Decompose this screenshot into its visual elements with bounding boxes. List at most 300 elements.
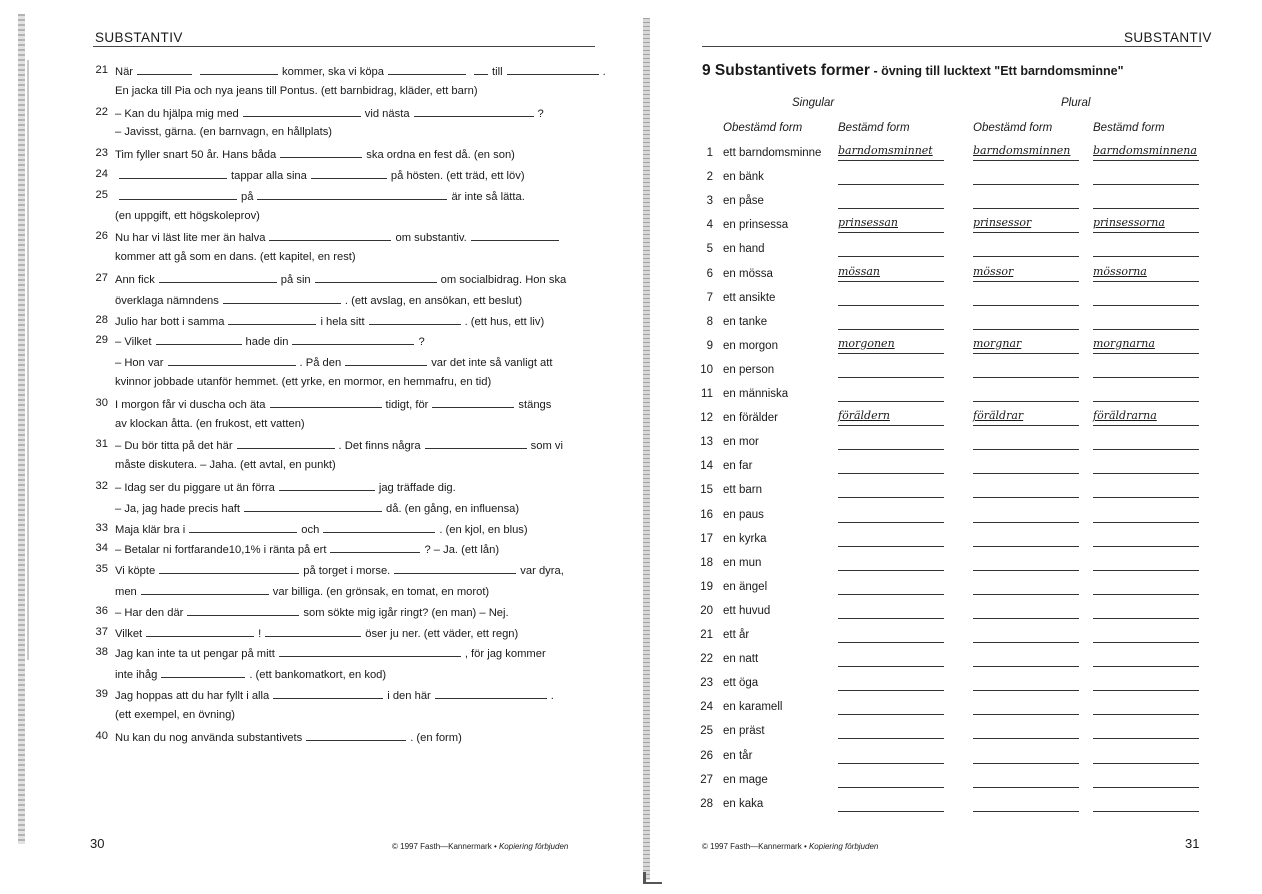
answer-field[interactable] (973, 666, 1079, 667)
exercise-text: Tim fyller snart 50 år. Hans båda (115, 149, 277, 162)
exercise-number: 34 (95, 542, 108, 555)
noun-indefinite-singular: en förälder (723, 412, 778, 425)
exercise-text: Julio har bott i samma (115, 315, 225, 328)
exercise-text: . (ett bankomatkort, en kod) (249, 669, 387, 682)
answer-field[interactable] (973, 618, 1079, 619)
exercise-line (115, 626, 518, 640)
answer-field[interactable] (1093, 377, 1199, 378)
answer-field[interactable] (1093, 401, 1199, 402)
answer-blank[interactable] (270, 397, 382, 408)
exercise-text: Nu har vi läst lite mer än halva (115, 232, 266, 245)
answer-field[interactable] (838, 160, 944, 161)
exercise-line (115, 334, 425, 348)
answer-blank[interactable] (315, 272, 437, 283)
table-row (640, 509, 1262, 529)
answer-field[interactable] (838, 232, 944, 233)
row-number: 27 (700, 773, 713, 786)
answer-field[interactable] (973, 714, 1079, 715)
exercise-number: 40 (95, 729, 108, 742)
answer-field[interactable] (973, 425, 1079, 426)
answer-field[interactable] (1093, 570, 1199, 571)
title-text: 9 Substantivets former (702, 62, 870, 79)
running-header: SUBSTANTIV (1124, 30, 1212, 45)
exercise-text: stängs (518, 398, 552, 411)
answer-field[interactable] (1093, 184, 1199, 185)
answer-blank[interactable] (156, 334, 242, 345)
row-number: 8 (706, 315, 713, 328)
table-row (640, 581, 1262, 601)
column-header: Obestämd form (973, 122, 1053, 134)
answer-field[interactable] (973, 353, 1079, 354)
answer-blank[interactable] (161, 667, 245, 678)
exercise-text: En jacka till Pia och nya jeans till Pontus. (ett barnbidrag, kläder, ett barn) (115, 84, 478, 97)
exercise-text: Nu kan du nog använda substantivets (115, 731, 303, 744)
answer-field[interactable] (973, 497, 1079, 498)
answer-blank[interactable] (388, 64, 466, 75)
answer-blank[interactable] (141, 584, 269, 595)
answer-field[interactable] (973, 546, 1079, 547)
table-row (640, 264, 1262, 288)
answer-blank[interactable] (223, 293, 341, 304)
answer-field[interactable] (973, 256, 1079, 257)
right-page (640, 0, 1262, 894)
answer-field[interactable] (1093, 738, 1199, 739)
answer-blank[interactable] (280, 147, 362, 158)
answer-field[interactable] (838, 208, 944, 209)
column-header: Obestämd form (723, 122, 803, 134)
exercise-number: 37 (95, 625, 108, 638)
answer-blank[interactable] (394, 563, 516, 574)
answer-blank[interactable] (311, 168, 387, 179)
table-row (640, 629, 1262, 649)
answer-field[interactable] (1093, 690, 1199, 691)
row-number: 2 (706, 171, 713, 184)
answer-field[interactable] (1093, 714, 1199, 715)
table-row (640, 195, 1262, 215)
row-number: 13 (700, 436, 713, 449)
exercise-line (115, 230, 563, 244)
answer-blank[interactable] (269, 230, 391, 241)
column-header: Bestämd form (1093, 122, 1165, 134)
exercise-line (115, 501, 519, 515)
exercise-line (115, 355, 552, 369)
row-number: 14 (700, 460, 713, 473)
answer-field[interactable] (973, 305, 1079, 306)
row-number: 9 (706, 339, 713, 352)
noun-indefinite-singular: en morgon (723, 339, 778, 352)
row-number: 22 (700, 653, 713, 666)
answer-blank[interactable] (279, 480, 375, 491)
answer-field[interactable] (1093, 546, 1199, 547)
copyright-note: Kopiering förbjuden (498, 842, 569, 851)
noun-indefinite-singular: en människa (723, 388, 789, 400)
answer-field[interactable] (973, 642, 1079, 643)
exercise-line (115, 168, 525, 182)
answer-field[interactable] (973, 329, 1079, 330)
answer-blank[interactable] (432, 397, 514, 408)
exercise-text: (ett exempel, en övning) (115, 708, 236, 721)
row-number: 26 (700, 749, 713, 762)
copyright-text: © 1997 Fasth—Kannermark • (702, 842, 809, 851)
row-number: 25 (700, 725, 713, 738)
table-row (640, 774, 1262, 794)
row-number: 10 (700, 363, 713, 376)
table-row (640, 460, 1262, 480)
running-header: SUBSTANTIV (95, 30, 183, 45)
table-row (640, 653, 1262, 673)
row-number: 19 (700, 580, 713, 593)
answer-field[interactable] (973, 160, 1079, 161)
exercise-text: ? – Ja. (ett lån) (424, 544, 500, 557)
exercise-text: Ann fick (115, 274, 155, 286)
answer-field[interactable] (838, 546, 944, 547)
copyright-text: © 1997 Fasth—Kannermark • (392, 842, 499, 851)
answer-blank[interactable] (257, 189, 447, 200)
table-row (640, 436, 1262, 456)
answer-blank[interactable] (474, 64, 488, 75)
exercise-line (115, 147, 515, 161)
answer-field[interactable] (1093, 281, 1199, 282)
answer-blank[interactable] (330, 542, 420, 553)
copyright-note: Kopiering förbjuden (808, 842, 879, 851)
answer-blank[interactable] (119, 189, 237, 200)
answer-blank[interactable] (306, 730, 406, 741)
answer-blank[interactable] (265, 626, 361, 637)
answer-field[interactable] (838, 642, 944, 643)
answer-blank[interactable] (243, 106, 361, 117)
exercise-number: 24 (95, 168, 108, 180)
noun-indefinite-singular: en natt (723, 653, 759, 666)
answer-field[interactable] (973, 184, 1079, 185)
answer-field[interactable] (1093, 425, 1199, 426)
answer-field[interactable] (1093, 449, 1199, 450)
row-number: 4 (706, 219, 713, 232)
noun-indefinite-singular: en bänk (723, 171, 764, 184)
group-heading-plural: Plural (1061, 97, 1091, 109)
answer-blank[interactable] (369, 314, 461, 325)
answer-field[interactable] (838, 329, 944, 330)
noun-indefinite-singular: en mage (723, 773, 768, 786)
answer-field[interactable] (838, 184, 944, 185)
exercise-text: – Hon var (115, 357, 164, 370)
answer-field[interactable] (973, 811, 1079, 812)
answer-field[interactable] (1093, 787, 1199, 788)
answer-field[interactable] (838, 425, 944, 426)
exercise-line (115, 709, 235, 721)
exercise-text: , för jag kommer (464, 648, 546, 661)
answer-field[interactable] (838, 811, 944, 812)
exercise-number: 23 (95, 147, 108, 160)
answer-blank[interactable] (200, 64, 278, 75)
handwritten-answer: mössorna (1093, 264, 1147, 278)
exercise-text: på (241, 190, 254, 203)
exercise-text: – Du bör titta på det här (115, 440, 233, 453)
noun-indefinite-singular: en kyrka (723, 532, 767, 545)
copyright-line (392, 842, 568, 851)
exercise-text: . (en kjol, en blus) (439, 523, 528, 536)
exercise-line (115, 126, 332, 138)
answer-blank[interactable] (187, 605, 299, 616)
answer-field[interactable] (838, 256, 944, 257)
exercise-line (115, 646, 546, 660)
handwritten-answer: prinsessorna (1093, 216, 1165, 230)
exercise-line (115, 730, 462, 744)
row-number: 21 (700, 629, 713, 641)
noun-indefinite-singular: en ängel (723, 580, 768, 593)
answer-blank[interactable] (323, 522, 435, 533)
row-number: 3 (706, 195, 713, 208)
noun-indefinite-singular: en präst (723, 725, 765, 738)
answer-blank[interactable] (137, 64, 192, 75)
answer-field[interactable] (973, 787, 1079, 788)
answer-blank[interactable] (237, 438, 335, 449)
noun-indefinite-singular: en paus (723, 508, 764, 521)
exercise-number: 30 (95, 396, 108, 409)
exercise-number: 38 (95, 646, 108, 659)
answer-field[interactable] (838, 666, 944, 667)
table-row (640, 144, 1262, 167)
answer-field[interactable] (1093, 256, 1199, 257)
header-rule (702, 46, 1202, 47)
answer-field[interactable] (838, 401, 944, 402)
page-number: 31 (1185, 836, 1200, 851)
noun-indefinite-singular: en karamell (723, 701, 783, 714)
exercise-number: 22 (95, 105, 108, 118)
row-number: 16 (700, 508, 713, 521)
handwritten-answer: barndomsminnen (973, 144, 1071, 157)
answer-field[interactable] (973, 594, 1079, 595)
noun-indefinite-singular: ett år (723, 629, 750, 641)
answer-field[interactable] (838, 570, 944, 571)
answer-field[interactable] (973, 281, 1079, 282)
answer-blank[interactable] (159, 563, 299, 574)
answer-field[interactable] (973, 449, 1079, 450)
noun-indefinite-singular: en mor (723, 436, 759, 449)
exercise-text: men (115, 585, 137, 598)
answer-field[interactable] (1093, 811, 1199, 812)
answer-field[interactable] (973, 522, 1079, 523)
answer-field[interactable] (1093, 497, 1199, 498)
exercise-text: i den här (387, 690, 431, 702)
exercise-text: som sökte mig igår ringt? (en man) – Nej. (303, 606, 509, 619)
table-row (640, 701, 1262, 721)
exercise-text: – Kan du hjälpa mig med (115, 107, 239, 120)
answer-field[interactable] (1093, 473, 1199, 474)
answer-blank[interactable] (244, 501, 382, 512)
answer-field[interactable] (1093, 160, 1199, 161)
answer-field[interactable] (838, 738, 944, 739)
exercise-text: tidigt, för (385, 398, 429, 411)
answer-field[interactable] (838, 281, 944, 282)
answer-field[interactable] (838, 497, 944, 498)
exercise-text: – Vilket (115, 336, 152, 349)
table-row (640, 798, 1262, 818)
exercise-line (115, 314, 544, 328)
answer-field[interactable] (1093, 642, 1199, 643)
answer-field[interactable] (838, 714, 944, 715)
handwritten-answer: morgnar (973, 336, 1022, 350)
answer-field[interactable] (838, 473, 944, 474)
noun-indefinite-singular: en far (723, 460, 753, 473)
answer-field[interactable] (973, 763, 1079, 764)
row-number: 28 (700, 797, 713, 810)
table-row (640, 336, 1262, 360)
exercise-line (115, 480, 456, 494)
answer-field[interactable] (838, 594, 944, 595)
noun-indefinite-singular: en kaka (723, 797, 764, 810)
scan-edge (27, 60, 29, 660)
exercise-number: 39 (95, 688, 108, 700)
noun-indefinite-singular: ett huvud (723, 604, 771, 617)
answer-field[interactable] (973, 473, 1079, 474)
table-row (640, 557, 1262, 577)
answer-field[interactable] (973, 377, 1079, 378)
exercise-title (702, 62, 1124, 80)
answer-field[interactable] (838, 377, 944, 378)
exercise-text: måste diskutera. – Jaha. (ett avtal, en punkt) (115, 459, 336, 472)
exercise-number: 21 (95, 64, 108, 76)
answer-blank[interactable] (345, 355, 427, 366)
exercise-text: Vilket (115, 627, 143, 640)
noun-indefinite-singular: en mun (723, 556, 762, 569)
exercise-text: När (115, 66, 134, 78)
exercise-text: . (ett hus, ett liv) (464, 315, 545, 328)
exercise-text: är inte så lätta. (451, 190, 525, 203)
answer-blank[interactable] (471, 230, 559, 241)
exercise-line (115, 376, 491, 388)
exercise-text: . Det finns några (338, 440, 421, 453)
answer-field[interactable] (1093, 353, 1199, 354)
row-number: 12 (700, 412, 713, 425)
table-row (640, 725, 1262, 745)
exercise-line (115, 522, 528, 536)
exercise-text: och (301, 523, 320, 536)
exercise-text: jag träffade dig. (378, 482, 456, 494)
noun-indefinite-singular: ett ansikte (723, 291, 776, 304)
answer-field[interactable] (973, 690, 1079, 691)
table-row (640, 292, 1262, 312)
answer-field[interactable] (973, 401, 1079, 402)
exercise-text: på sin (280, 274, 311, 286)
answer-blank[interactable] (414, 106, 534, 117)
row-number: 18 (700, 556, 713, 569)
exercise-line (115, 210, 260, 222)
answer-field[interactable] (973, 738, 1079, 739)
answer-field[interactable] (1093, 232, 1199, 233)
answer-blank[interactable] (507, 64, 599, 75)
page-number: 30 (90, 836, 105, 851)
answer-field[interactable] (838, 618, 944, 619)
exercise-line (115, 397, 551, 411)
exercise-text: – Idag ser du piggare ut än förra (115, 482, 275, 494)
answer-blank[interactable] (292, 334, 414, 345)
answer-field[interactable] (973, 208, 1079, 209)
answer-field[interactable] (1093, 522, 1199, 523)
answer-field[interactable] (838, 763, 944, 764)
table-row (640, 364, 1262, 384)
answer-blank[interactable] (279, 646, 461, 657)
answer-field[interactable] (973, 232, 1079, 233)
answer-blank[interactable] (435, 688, 547, 699)
exercise-line (115, 438, 563, 452)
exercise-text: hade din (245, 336, 289, 349)
answer-field[interactable] (1093, 594, 1199, 595)
exercise-number: 32 (95, 480, 108, 492)
exercise-text: – Betalar ni fortfarande10,1% i ränta på ert (115, 544, 327, 557)
answer-field[interactable] (838, 787, 944, 788)
noun-indefinite-singular: en tår (723, 749, 753, 762)
exercise-number: 29 (95, 334, 108, 347)
answer-blank[interactable] (119, 168, 227, 179)
exercise-line (115, 605, 509, 619)
scan-gutter-mark (643, 872, 662, 884)
answer-field[interactable] (973, 570, 1079, 571)
handwritten-answer: prinsessor (973, 216, 1032, 230)
exercise-text: öser ju ner. (ett väder, ett regn) (365, 627, 519, 640)
answer-blank[interactable] (228, 314, 316, 325)
answer-field[interactable] (1093, 305, 1199, 306)
exercise-text: ! (258, 627, 262, 640)
answer-field[interactable] (1093, 618, 1199, 619)
exercise-text: tappar alla sina (231, 170, 307, 182)
answer-blank[interactable] (168, 355, 296, 366)
answer-field[interactable] (1093, 666, 1199, 667)
answer-field[interactable] (838, 353, 944, 354)
table-row (640, 243, 1262, 263)
exercise-text: . (ett avslag, en ansökan, ett beslut) (344, 294, 523, 307)
noun-indefinite-singular: en hand (723, 243, 765, 256)
answer-field[interactable] (838, 522, 944, 523)
noun-indefinite-singular: en person (723, 363, 775, 376)
answer-blank[interactable] (425, 438, 527, 449)
answer-blank[interactable] (273, 688, 383, 699)
row-number: 11 (701, 388, 713, 400)
exercise-line (115, 563, 564, 577)
answer-field[interactable] (838, 690, 944, 691)
exercise-text: till (492, 66, 503, 78)
exercise-text: (en uppgift, ett högskoleprov) (115, 209, 260, 222)
exercise-text: kvinnor jobbade utanför hemmet. (ett yrke, en mormor, en hemmafru, en tid) (115, 375, 492, 388)
exercise-number: 33 (95, 521, 108, 534)
exercise-number: 27 (95, 272, 108, 284)
exercise-text: . (550, 690, 554, 702)
row-number: 20 (700, 604, 713, 617)
header-rule (93, 46, 595, 47)
answer-blank[interactable] (159, 272, 277, 283)
answer-field[interactable] (838, 449, 944, 450)
answer-field[interactable] (1093, 329, 1199, 330)
exercise-text: Vi köpte (115, 565, 156, 578)
exercise-text: om socialbidrag. Hon ska (440, 274, 567, 286)
title-subtitle: - övning till lucktext "Ett barndomsminne" (869, 64, 1124, 78)
exercise-line (115, 64, 606, 78)
answer-field[interactable] (1093, 208, 1199, 209)
exercise-text: i hela sitt (320, 315, 365, 328)
answer-field[interactable] (1093, 763, 1199, 764)
exercise-text: I morgon får vi duscha och äta (115, 398, 266, 411)
answer-field[interactable] (838, 305, 944, 306)
exercise-line (115, 667, 386, 681)
exercise-text: Jag hoppas att du har fyllt i alla (115, 690, 270, 702)
table-row (640, 605, 1262, 625)
exercise-text: var billiga. (en grönsak, en tomat, en morot) (272, 585, 490, 598)
answer-blank[interactable] (146, 626, 254, 637)
exercise-line (115, 189, 525, 203)
answer-blank[interactable] (189, 522, 297, 533)
exercise-text: . (602, 66, 606, 78)
exercise-text: – Har den där (115, 606, 184, 619)
exercise-number: 31 (95, 438, 108, 451)
